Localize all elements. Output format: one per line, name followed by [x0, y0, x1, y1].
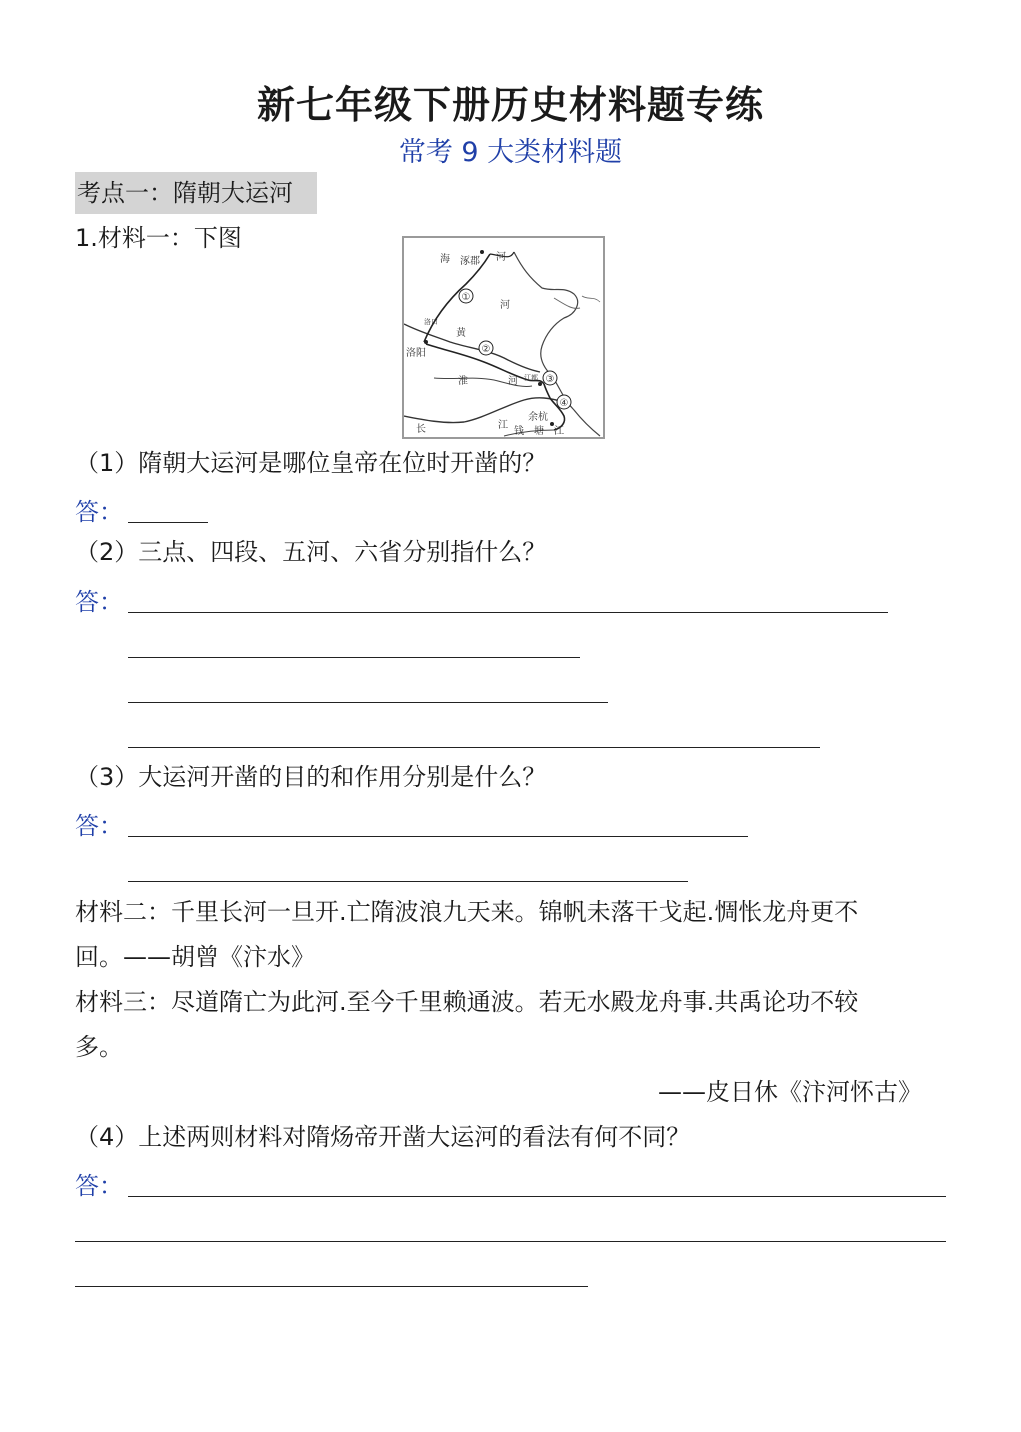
answer-line-4c[interactable] — [75, 1286, 588, 1287]
question-1-intro: 1.材料一：下图 — [75, 224, 242, 252]
map-label-huai: 淮 — [458, 376, 468, 387]
map-label-luokou: 洛口 — [424, 318, 438, 326]
map-label-zhuojun: 涿郡 — [460, 256, 480, 267]
material-3-line-2: 多。 — [75, 1033, 123, 1061]
map-label-hai: 海 — [440, 254, 450, 265]
page-title: 新七年级下册历史材料题专练 — [256, 83, 764, 127]
material-2-line-2: 回。——胡曾《汴水》 — [75, 943, 315, 971]
answer-line-2c[interactable] — [128, 702, 608, 703]
marker-1: ① — [461, 292, 471, 303]
map-label-jiang2: 江 — [554, 426, 564, 437]
map-label-jiangdu: 江都 — [524, 374, 538, 382]
question-2: （2）三点、四段、五河、六省分别指什么？ — [75, 538, 547, 566]
answer-label-4: 答： — [75, 1172, 123, 1200]
material-3-attribution: ——皮日休《汴河怀古》 — [658, 1078, 922, 1106]
map-drawing — [404, 238, 603, 437]
question-1: （1）隋朝大运河是哪位皇帝在位时开凿的？ — [75, 449, 547, 477]
map-label-chang: 长 — [416, 424, 426, 435]
map-label-yuhang: 余杭 — [528, 412, 548, 423]
map-label-qian: 钱 — [514, 426, 524, 437]
marker-3: ③ — [545, 374, 555, 385]
question-3: （3）大运河开凿的目的和作用分别是什么？ — [75, 763, 547, 791]
answer-line-4b[interactable] — [75, 1241, 946, 1242]
answer-line-4a[interactable] — [128, 1196, 946, 1197]
marker-4: ④ — [559, 398, 569, 409]
question-4: （4）上述两则材料对隋炀帝开凿大运河的看法有何不同？ — [75, 1123, 691, 1151]
map-label-he-top: 河 — [496, 252, 506, 263]
answer-label-3: 答： — [75, 812, 123, 840]
map-label-jiang: 江 — [498, 420, 508, 431]
answer-line-3b[interactable] — [128, 881, 688, 882]
map-label-huang: 黄 — [456, 328, 466, 339]
answer-line-2d[interactable] — [128, 747, 820, 748]
map-label-tang: 塘 — [534, 426, 544, 437]
marker-2: ② — [481, 344, 491, 355]
answer-line-2a[interactable] — [128, 612, 888, 613]
answer-line-3a[interactable] — [128, 836, 748, 837]
map-label-he-lower: 河 — [508, 376, 518, 387]
answer-line-1[interactable] — [128, 522, 208, 523]
answer-label-1: 答： — [75, 498, 123, 526]
material-3-line-1: 材料三：尽道隋亡为此河.至今千里赖通波。若无水殿龙舟事.共禹论功不较 — [75, 988, 859, 1016]
answer-line-2b[interactable] — [128, 657, 580, 658]
page-subtitle: 常考 9 大类材料题 — [398, 137, 623, 168]
material-2-line-1: 材料二：千里长河一旦开.亡隋波浪九天来。锦帆未落干戈起.惆怅龙舟更不 — [75, 898, 859, 926]
map-label-luoyang: 洛阳 — [406, 348, 426, 359]
map-label-he-mid: 河 — [500, 300, 510, 311]
section-heading: 考点一：隋朝大运河 — [75, 172, 317, 214]
grand-canal-map — [402, 236, 605, 439]
answer-label-2: 答： — [75, 588, 123, 616]
